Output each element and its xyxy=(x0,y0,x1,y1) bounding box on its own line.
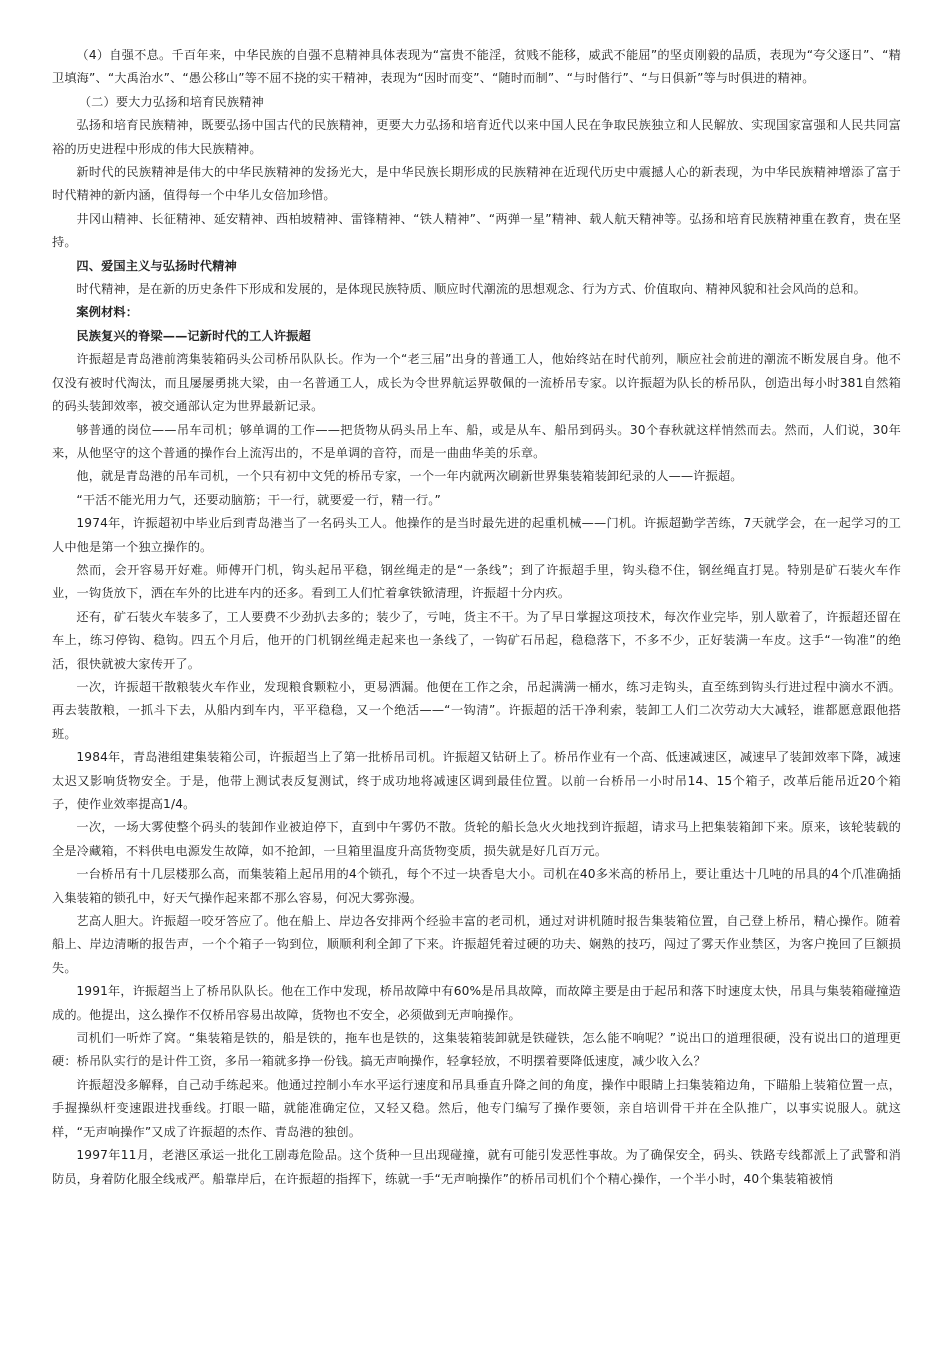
quote-paragraph: “干活不能光用力气，还要动脑筋；干一行，就要爱一行，精一行。” xyxy=(76,492,442,507)
paragraph: 新时代的民族精神是伟大的中华民族精神的发扬光大，是中华民族长期形成的民族精神在近现代历史中震撼人心的新表现，为中华民族精神增添了富于时代精神的新内涵，值得每一个中华儿女倍加珍惜。 xyxy=(52,165,901,203)
paragraph: 司机们一听炸了窝。“集装箱是铁的，船是铁的，拖车也是铁的，这集装箱装卸就是铁碰铁，怎么能不响呢？”说出口的道理很硬，没有说出口的道理更硬：桥吊队实行的是计件工资，多吊一箱就多挣一份钱。搞无声响操作，轻拿轻放，不明摆着要降低速度，减少收入么？ xyxy=(52,1031,901,1069)
paragraph: 许振超没多解释，自己动手练起来。他通过控制小车水平运行速度和吊具垂直升降之间的角度，操作中眼睛上扫集装箱边角，下瞄船上装箱位置一点，手握操纵杆变速跟进找垂线。打眼一瞄，就能准确定位，又轻又稳。然后，他专门编写了操作要领，亲自培训骨干并在全队推广，以事实说服人。就这样，“无声响操作”又成了许振超的杰作、青岛港的独创。 xyxy=(52,1077,901,1139)
paragraph: 1984年，青岛港组建集装箱公司，许振超当上了第一批桥吊司机。许振超又钻研上了。桥吊作业有一个高、低速减速区，减速早了装卸效率下降，减速太迟又影响货物安全。于是，他带上测试表反复测试，终于成功地将减速区调到最佳位置。以前一台桥吊一小时吊14、15个箱子，改革后能吊近20个箱子，使作业效率提高1/4。 xyxy=(52,750,901,811)
paragraph: 时代精神，是在新的历史条件下形成和发展的，是体现民族特质、顺应时代潮流的思想观念、行为方式、价值取向、精神风貌和社会风尚的总和。 xyxy=(76,282,866,297)
paragraph: 一台桥吊有十几层楼那么高，而集装箱上起吊用的4个锁孔，每个不过一块香皂大小。司机在40多米高的桥吊上，要让重达十几吨的吊具的4个爪准确插入集装箱的锁孔中，好天气操作起来都不那么容易，何况大雾弥漫。 xyxy=(52,867,901,905)
paragraph: 一次，一场大雾使整个码头的装卸作业被迫停下，直到中午雾仍不散。货轮的船长急火火地找到许振超，请求马上把集装箱卸下来。原来，该轮装载的全是冷藏箱，不料供电电源发生故障，如不抢卸，一旦箱里温度升高货物变质，损失就是好几百万元。 xyxy=(52,820,901,858)
paragraph: 许振超是青岛港前湾集装箱码头公司桥吊队队长。作为一个“老三届”出身的普通工人，他始终站在时代前列，顺应社会前进的潮流不断发展自身。他不仅没有被时代淘汰，而且屡屡勇挑大梁，由一名普通工人，成长为令世界航运界敬佩的一流桥吊专家。以许振超为队长的桥吊队，创造出每小时381自然箱的码头装卸效率，被交通部认定为世界最新记录。 xyxy=(52,352,901,414)
paragraph: 然而，会开容易开好难。师傅开门机，钩头起吊平稳，钢丝绳走的是“一条线”；到了许振超手里，钩头稳不住，钢丝绳直打晃。特别是矿石装火车作业，一钩货放下，洒在车外的比进车内的还多。看到工人们忙着拿铁锨清理，许振超十分内疚。 xyxy=(52,562,901,601)
case-title: 民族复兴的脊梁——记新时代的工人许振超 xyxy=(76,328,311,343)
paragraph: 够普通的岗位——吊车司机；够单调的工作——把货物从码头吊上车、船，或是从车、船吊到码头。30个春秋就这样悄然而去。然而，人们说，30年来，从他坚守的这个普通的操作台上流泻出的，不是单调的音符，而是一曲曲华美的乐章。 xyxy=(52,422,901,460)
section-heading-patriotism: 四、爱国主义与弘扬时代精神 xyxy=(76,258,237,273)
paragraph: 艺高人胆大。许振超一咬牙答应了。他在船上、岸边各安排两个经验丰富的老司机，通过对讲机随时报告集装箱位置，自己登上桥吊，精心操作。随着船上、岸边清晰的报告声，一个个箱子一钩到位，顺顺利利全卸了下来。许振超凭着过硬的功夫、娴熟的技巧，闯过了雾天作业禁区，为客户挽回了巨额损失。 xyxy=(52,914,901,975)
paragraph: 1997年11月，老港区承运一批化工剧毒危险品。这个货种一旦出现碰撞，就有可能引发恶性事故。为了确保安全，码头、铁路专线都派上了武警和消防员，身着防化服全线戒严。船靠岸后，在许振超的指挥下，练就一手“无声响操作”的桥吊司机们个个精心操作，一个半小时，40个集装箱被悄 xyxy=(52,1148,901,1186)
paragraph: 1991年，许振超当上了桥吊队队长。他在工作中发现，桥吊故障中有60%是吊具故障，而故障主要是由于起吊和落下时速度太快，吊具与集装箱碰撞造成的。他提出，这么操作不仅桥吊容易出故障，货物也不安全，必须做到无声响操作。 xyxy=(52,984,901,1022)
subheading-promote-national-spirit: （二）要大力弘扬和培育民族精神 xyxy=(78,94,264,109)
document-body xyxy=(52,44,901,1191)
paragraph: 井冈山精神、长征精神、延安精神、西柏坡精神、雷锋精神、“铁人精神”、“两弹一星”精神、载人航天精神等。弘扬和培育民族精神重在教育，贵在坚持。 xyxy=(52,211,901,250)
paragraph: 1974年，许振超初中毕业后到青岛港当了一名码头工人。他操作的是当时最先进的起重机械——门机。许振超勤学苦练，7天就学会，在一起学习的工人中他是第一个独立操作的。 xyxy=(52,516,901,554)
case-material-label: 案例材料： xyxy=(76,305,139,320)
paragraph: 弘扬和培育民族精神，既要弘扬中国古代的民族精神，更要大力弘扬和培育近代以来中国人民在争取民族独立和人民解放、实现国家富强和人民共同富裕的历史进程中形成的伟大民族精神。 xyxy=(52,118,901,156)
paragraph: 一次，许振超干散粮装火车作业，发现粮食颗粒小，更易洒漏。他便在工作之余，吊起满满一桶水，练习走钩头，直至练到钩头行进过程中滴水不洒。再去装散粮，一抓斗下去，从船内到车内，平平稳稳，又一个绝活——“一钩清”。许振超的活干净利索，装卸工人们二次劳动大大减轻，谁都愿意跟他搭班。 xyxy=(52,679,901,741)
paragraph: 他，就是青岛港的吊车司机，一个只有初中文凭的桥吊专家，一个一年内就两次刷新世界集装箱装卸纪录的人——许振超。 xyxy=(76,469,743,484)
paragraph: 还有，矿石装火车装多了，工人要费不少劲扒去多的；装少了，亏吨，货主不干。为了早日掌握这项技术，每次作业完毕，别人歇着了，许振超还留在车上，练习停钩、稳钩。四五个月后，他开的门机钢丝绳走起来也一条线了，一钩矿石吊起，稳稳落下，不多不少，正好装满一车皮。这手“一钩准”的绝活，很快就被大家传开了。 xyxy=(52,609,901,671)
paragraph-self-improvement: （4）自强不息。千百年来，中华民族的自强不息精神具体表现为“富贵不能淫，贫贱不能移，威武不能屈”的坚贞刚毅的品质，表现为“夸父逐日”、“精卫填海”、“大禹治水”、“愚公移山”等不屈不挠的实干精神，表现为“因时而变”、“随时而制”、“与时偕行”、“与日俱新”等与时俱进的精神。 xyxy=(52,48,901,86)
